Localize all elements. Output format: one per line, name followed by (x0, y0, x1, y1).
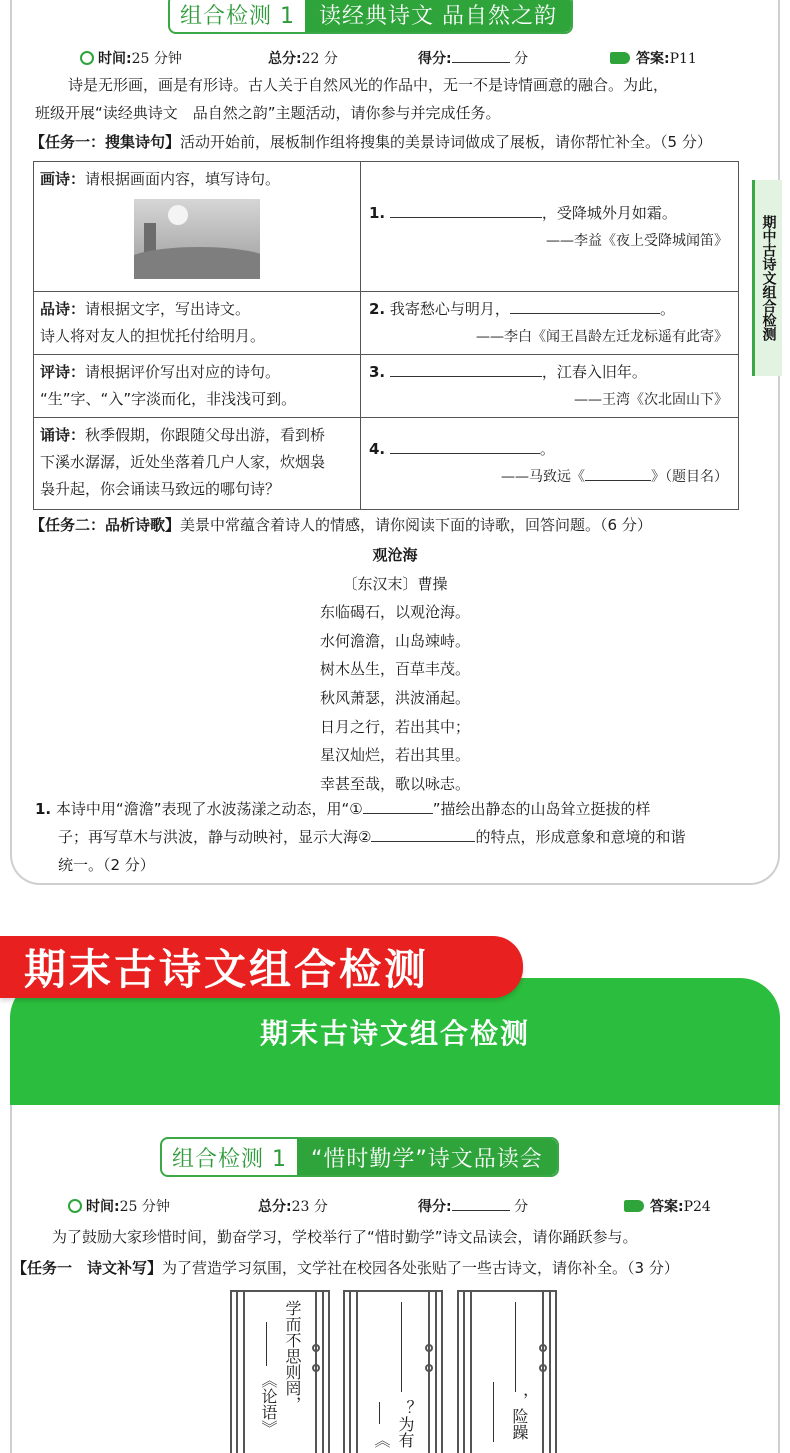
table-row (34, 355, 739, 418)
final-exam-banner: 期末古诗文组合检测 (0, 936, 523, 998)
table-row (34, 292, 739, 355)
row-prompt: 评诗：请根据评价写出对应的诗句。 “生”字、“入”字淡而化，非浅浅可到。 (34, 355, 361, 418)
poem-scroll-1 (230, 1290, 330, 1453)
poem-line: 幸甚至哉，歌以咏志。 (319, 774, 470, 793)
side-tab-midterm[interactable]: 期中古诗文组合检测 (752, 180, 782, 376)
final-task1-heading: 【任务一 诗文补写】为了营造学习氛围，文学社在校园各处张贴了一些古诗文，请你补全。（3 分） (12, 1259, 679, 1277)
clock-icon (80, 51, 94, 65)
score-field[interactable]: 得分: 分 (418, 51, 529, 67)
row-answer: 4. 。 ——马致远《 》（题目名） (361, 418, 739, 510)
scroll-1-text: 学而不思则罔， (283, 1300, 302, 1412)
total-score-info: 总分:23 分 (258, 1199, 328, 1215)
pointing-hand-icon (624, 1200, 644, 1212)
answer-page-info: 答案:P11 (610, 48, 697, 68)
answer-blank-2[interactable] (510, 313, 660, 314)
poem-scroll-3 (457, 1290, 557, 1453)
poem-block (0, 541, 790, 798)
poem-scroll-2 (343, 1290, 443, 1453)
clock-icon (68, 1199, 82, 1213)
poem-line: 东临碣石，以观沧海。 (319, 603, 470, 622)
green-header-title: 期末古诗文组合检测 (259, 1017, 530, 1050)
row-answer: 2. 我寄愁心与明月， 。 ——李白《闻王昌龄左迁龙标遥有此寄》 (361, 292, 739, 355)
poem-author: 〔东汉末〕曹操 (342, 574, 448, 593)
badge-label: 组合检测 1 (172, 1146, 287, 1172)
answer-blank-4[interactable] (390, 453, 540, 454)
poem-line: 日月之行，若出其中； (319, 717, 470, 736)
poem-line: 秋风萧瑟，洪波涌起。 (319, 688, 470, 707)
section-badge-top (168, 0, 573, 34)
row-answer: 1. ，受降城外月如霜。 ——李益《夜上受降城闻笛》 (361, 162, 739, 292)
badge-title: “惜时勤学”诗文品读会 (297, 1139, 557, 1175)
total-score-info: 总分:22 分 (268, 51, 338, 67)
answer-blank-q1-1[interactable] (363, 813, 433, 814)
question-1-line-1: 1. 本诗中用“澹澹”表现了水波荡漾之动态，用“① ”描绘出静态的山岛耸立挺拔的样 (35, 800, 651, 818)
scroll-1-source: 《论语》 (259, 1372, 278, 1436)
answer-blank-1[interactable] (390, 217, 542, 218)
intro-line-1: 诗是无形画，画是有形诗。古人关于自然风光的作品中，无一不是诗情画意的融合。为此， (68, 76, 669, 94)
time-info: 时间:25 分钟 (80, 48, 182, 68)
scroll-2-source: 《 (372, 1432, 391, 1448)
row-prompt: 品诗：请根据文字，写出诗文。 诗人将对友人的担忧托付给明月。 (34, 292, 361, 355)
final-intro: 为了鼓励大家珍惜时间，勤奋学习，学校举行了“惜时勤学”诗文品读会，请你踊跃参与。 (52, 1228, 638, 1246)
badge-title: 读经典诗文 品自然之韵 (305, 0, 571, 32)
task1-heading: 【任务一：搜集诗句】活动开始前，展板制作组将搜集的美景诗词做成了展板，请你帮忙补全。（5 分） (30, 133, 712, 151)
scroll-3-answer-line[interactable] (515, 1302, 516, 1392)
score-field[interactable]: 得分: 分 (418, 1199, 529, 1215)
scroll-3-text: ，险躁 (510, 1392, 529, 1440)
poem-line: 星汉灿烂，若出其里。 (319, 746, 470, 765)
poem-fill-table (33, 161, 739, 510)
table-row (34, 162, 739, 292)
scroll-2-answer-line[interactable] (401, 1302, 402, 1392)
row-answer: 3. ，江春入旧年。 ——王湾《次北固山下》 (361, 355, 739, 418)
row-prompt: 诵诗：秋季假期，你跟随父母出游，看到桥 下溪水潺潺，近处坐落着几户人家，炊烟袅 袅升起，你会诵读马致远的哪句诗？ (34, 418, 361, 510)
time-info: 时间:25 分钟 (68, 1196, 170, 1216)
table-row (34, 418, 739, 510)
answer-page-info: 答案:P24 (624, 1196, 711, 1216)
question-1-line-3: 统一。（2 分） (58, 856, 155, 874)
row-prompt: 画诗：请根据画面内容，填写诗句。 (34, 162, 361, 292)
question-1-line-2: 子；再写草木与洪波，静与动映衬，显示大海② 的特点，形成意象和意境的和谐 (58, 828, 686, 846)
landscape-painting-image (134, 199, 260, 279)
title-blank[interactable] (585, 480, 651, 481)
badge-label: 组合检测 1 (180, 3, 295, 29)
scroll-2-text: ？为有 (396, 1400, 415, 1448)
section-badge-bottom (160, 1137, 559, 1177)
answer-blank-q1-2[interactable] (371, 841, 475, 842)
answer-blank-3[interactable] (390, 376, 542, 377)
poem-line: 水何澹澹，山岛竦峙。 (319, 631, 470, 650)
task2-heading: 【任务二：品析诗歌】美景中常蕴含着诗人的情感，请你阅读下面的诗歌，回答问题。（6 分） (30, 516, 652, 534)
poem-title: 观沧海 (372, 546, 418, 564)
pointing-hand-icon (610, 52, 630, 64)
intro-line-2: 班级开展“读经典诗文 品自然之韵”主题活动，请你参与并完成任务。 (35, 104, 501, 122)
poem-line: 树木丛生，百草丰茂。 (319, 660, 470, 679)
